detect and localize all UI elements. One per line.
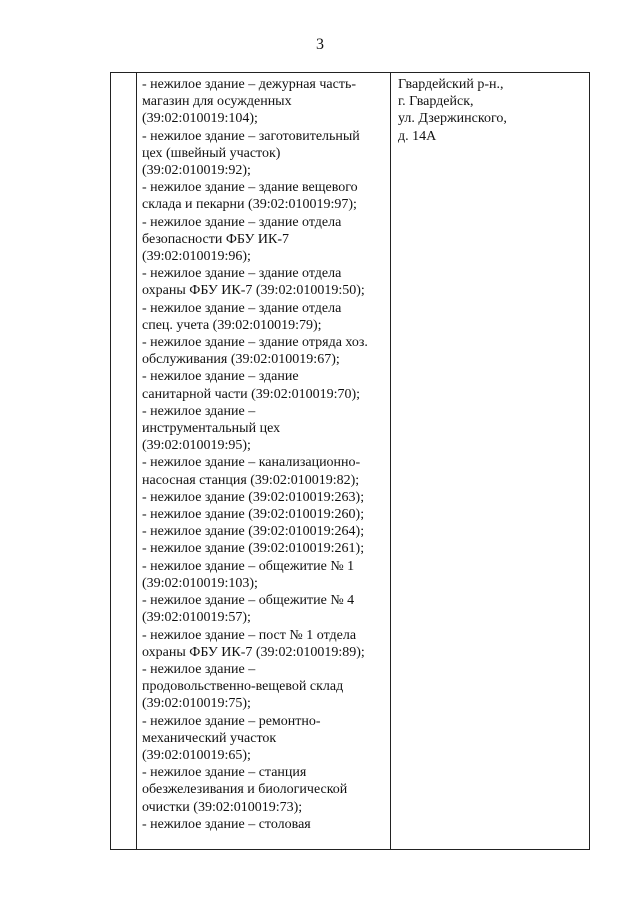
description-line: - нежилое здание – общежитие № 1 [142, 558, 355, 574]
description-line: склада и пекарни (39:02:010019:97); [142, 197, 357, 213]
description-line: цех (швейный участок) [142, 145, 281, 161]
description-line: охраны ФБУ ИК-7 (39:02:010019:89); [142, 644, 365, 660]
description-line: (39:02:010019:96); [142, 249, 251, 265]
description-line: - нежилое здание – общежитие № 4 [142, 593, 355, 609]
description-line: охраны ФБУ ИК-7 (39:02:010019:50); [142, 283, 365, 299]
address-line: г. Гвардейск, [398, 94, 474, 110]
description-line: - нежилое здание – заготовительный [142, 128, 360, 144]
description-line: санитарной части (39:02:010019:70); [142, 386, 361, 402]
description-cell [137, 73, 391, 850]
description-line: - нежилое здание – [142, 661, 256, 677]
description-line: очистки (39:02:010019:73); [142, 799, 303, 815]
description-line: спец. учета (39:02:010019:79); [142, 317, 322, 333]
description-line: (39:02:010019:92); [142, 163, 251, 179]
description-line: - нежилое здание – здание отдела [142, 214, 342, 230]
description-list [137, 73, 390, 833]
description-line: - нежилое здание – здание [142, 369, 299, 385]
description-line: безопасности ФБУ ИК-7 [142, 231, 289, 247]
page-number: 3 [316, 36, 324, 53]
description-line: - нежилое здание – дежурная часть- [142, 77, 357, 92]
address-cell [391, 73, 590, 850]
description-line: - нежилое здание – станция [142, 765, 307, 781]
description-line: продовольственно-вещевой склад [142, 679, 344, 695]
row-number-cell [111, 73, 137, 850]
description-line: - нежилое здание – здание отряда хоз. [142, 335, 368, 351]
description-line: - нежилое здание – здание вещевого [142, 180, 358, 196]
description-line: насосная станция (39:02:010019:82); [142, 472, 360, 488]
description-line: - нежилое здание – пост № 1 отдела [142, 627, 357, 643]
description-line: (39:02:010019:103); [142, 575, 258, 591]
description-line: механический участок [142, 730, 277, 746]
table-row [111, 73, 590, 850]
address-line: Гвардейский р-н., [398, 77, 504, 92]
description-line: магазин для осужденных [142, 94, 292, 110]
address-line: д. 14А [398, 128, 437, 144]
address-block [391, 73, 589, 145]
description-line: - нежилое здание – ремонтно- [142, 713, 321, 729]
address-line: ул. Дзержинского, [398, 111, 507, 127]
description-line: - нежилое здание (39:02:010019:263); [142, 489, 365, 505]
description-line: (39:02:010019:57); [142, 610, 251, 626]
description-line: - нежилое здание – канализационно- [142, 455, 361, 471]
description-line: - нежилое здание – столовая [142, 816, 311, 832]
description-line: инструментальный цех [142, 421, 281, 437]
description-line: обслуживания (39:02:010019:67); [142, 352, 340, 368]
description-line: - нежилое здание – здание отдела [142, 266, 342, 282]
description-line: (39:02:010019:104); [142, 111, 258, 127]
description-line: (39:02:010019:95); [142, 438, 251, 454]
description-line: (39:02:010019:65); [142, 747, 251, 763]
description-line: - нежилое здание (39:02:010019:260); [142, 507, 365, 523]
description-line: - нежилое здание – [142, 403, 256, 419]
description-line: обезжелезивания и биологической [142, 782, 348, 798]
description-line: - нежилое здание (39:02:010019:261); [142, 541, 365, 557]
description-line: (39:02:010019:75); [142, 696, 251, 712]
description-line: - нежилое здание (39:02:010019:264); [142, 524, 365, 540]
description-line: - нежилое здание – здание отдела [142, 300, 342, 316]
property-table [110, 72, 590, 850]
